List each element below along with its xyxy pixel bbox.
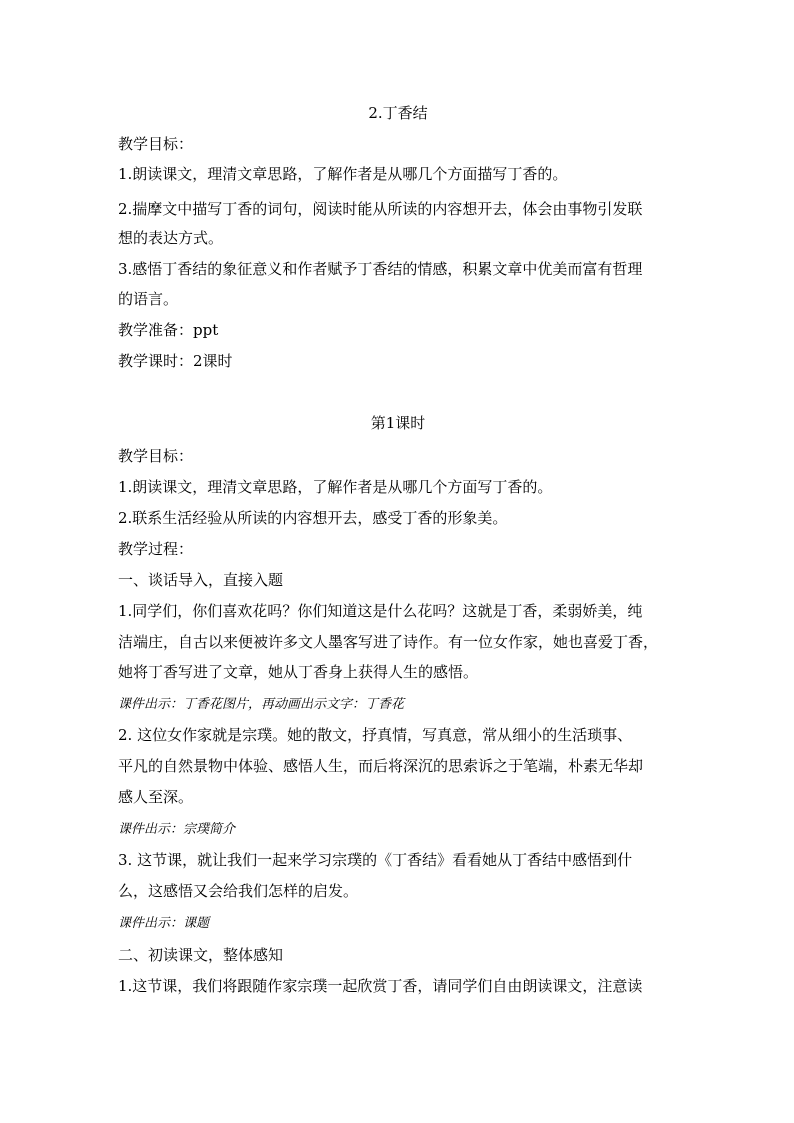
paragraph-line: 2.联系生活经验从所读的内容想开去，感受丁香的形象美。 bbox=[118, 509, 508, 527]
paragraph-line: 平凡的自然景物中体验、感悟人生，而后将深沉的思索诉之于笔端，朴素无华却 bbox=[118, 757, 644, 775]
paragraph-line: 1.朗读课文，理清文章思路，了解作者是从哪几个方面描写丁香的。 bbox=[118, 165, 568, 183]
courseware-note: 课件出示：宗璞简介 bbox=[118, 822, 236, 837]
courseware-note: 课件出示：课题 bbox=[118, 916, 210, 931]
paragraph-line: 2.揣摩文中描写丁香的词句，阅读时能从所读的内容想开去，体会由事物引发联 bbox=[118, 200, 643, 218]
courseware-note: 课件出示：丁香花图片，再动画出示文字：丁香花 bbox=[118, 697, 405, 712]
paragraph-line: 教学过程： bbox=[118, 540, 194, 558]
paragraph-line: 她将丁香写进了文章，她从丁香身上获得人生的感悟。 bbox=[118, 663, 479, 681]
paragraph-line: 的语言。 bbox=[118, 290, 179, 308]
paragraph-line: 2. 这位女作家就是宗璞。她的散文，抒真情，写真意，常从细小的生活琐事、 bbox=[118, 726, 633, 744]
document-title: 2.丁香结 bbox=[368, 104, 428, 122]
paragraph-line: 1.这节课，我们将跟随作家宗璞一起欣赏丁香，请同学们自由朗读课文，注意读 bbox=[118, 977, 643, 995]
paragraph-line: 1.朗读课文，理清文章思路，了解作者是从哪几个方面写丁香的。 bbox=[118, 478, 553, 496]
paragraph-line: 1.同学们，你们喜欢花吗？你们知道这是什么花吗？这就是丁香，柔弱娇美，纯 bbox=[118, 602, 643, 620]
section-title: 第1课时 bbox=[370, 414, 426, 432]
paragraph-line: 教学课时：2课时 bbox=[118, 352, 233, 370]
paragraph-line: 洁端庄，自古以来便被许多文人墨客写进了诗作。有一位女作家，她也喜爱丁香， bbox=[118, 633, 659, 651]
paragraph-line: 想的表达方式。 bbox=[118, 229, 224, 247]
paragraph-line: 一、谈话导入，直接入题 bbox=[118, 571, 284, 589]
paragraph-line: 3. 这节课，就让我们一起来学习宗璞的《丁香结》看看她从丁香结中感悟到什 bbox=[118, 851, 633, 869]
paragraph-line: 感人至深。 bbox=[118, 788, 194, 806]
paragraph-line: 教学目标： bbox=[118, 447, 194, 465]
paragraph-line: 教学准备：ppt bbox=[118, 321, 219, 339]
paragraph-line: 二、初读课文，整体感知 bbox=[118, 946, 284, 964]
paragraph-line: 教学目标： bbox=[118, 135, 194, 153]
paragraph-line: 3.感悟丁香结的象征意义和作者赋予丁香结的情感，积累文章中优美而富有哲理 bbox=[118, 260, 643, 278]
paragraph-line: 么，这感悟又会给我们怎样的启发。 bbox=[118, 882, 359, 900]
